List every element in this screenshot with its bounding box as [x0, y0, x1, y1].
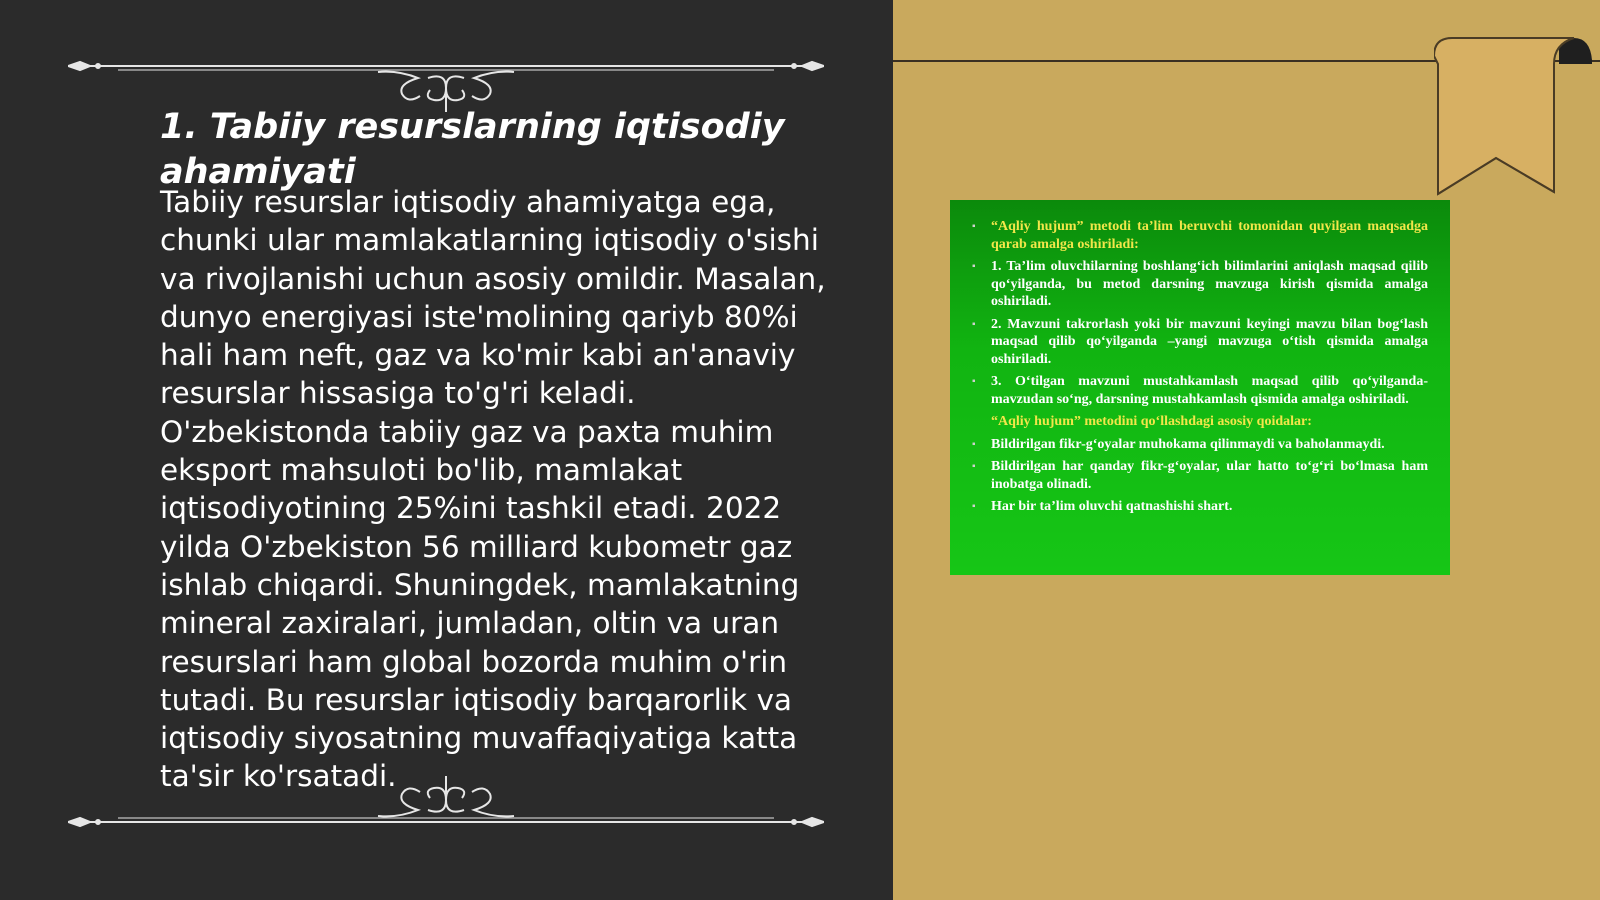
- method-list: [972, 218, 1428, 408]
- list-item: ▪ 2. Mavzuni takrorlash yoki bir mavzuni keyingi mavzu bilan bog‘lash maqsad qilib qo‘yilganda –yangi mavzuga o‘tish qismida amalga oshiriladi.: [972, 316, 1428, 367]
- bullet-icon: ▪: [972, 501, 976, 512]
- embedded-image-text-box: [950, 200, 1450, 575]
- list-item: ▪ Bildirilgan fikr-g‘oyalar muhokama qilinmaydi va baholanmaydi.: [972, 436, 1385, 452]
- bullet-icon: ▪: [972, 221, 976, 232]
- list-item: ▪ Har bir ta’lim oluvchi qatnashishi shart.: [972, 499, 1233, 514]
- bullet-icon: ▪: [972, 376, 976, 387]
- list-item: ▪ 3. O‘tilgan mavzuni mustahkamlash maqsad qilib qo‘yilganda-mavzudan so‘ng, darsning mustahkamlash qismida amalga oshiriladi.: [972, 374, 1428, 407]
- list-item: ▪ “Aqliy hujum” metodi ta’lim beruvchi tomonidan quyilgan maqsadga qarab amalga oshiriladi:: [972, 219, 1428, 252]
- bullet-icon: ▪: [972, 318, 976, 330]
- bookmark-ribbon-icon: [1434, 34, 1600, 204]
- rules-list: [972, 436, 1428, 516]
- list-item: ▪ Bildirilgan har qanday fikr-g‘oyalar, ular hatto to‘g‘ri bo‘lmasa ham inobatga olinadi.: [972, 459, 1428, 492]
- slide-body-text: Tabiiy resurslar iqtisodiy ahamiyatga ega, chunki ular mamlakatlarning iqtisodiy o'sishi va rivojlanishi uchun asosiy omildir. Masalan, dunyo energiyasi iste'molining qariyb 80%i hali ham neft, gaz va ko'mir kabi an'anaviy resurslar hissasiga to'g'ri keladi. O'zbekistonda tabiiy gaz va paxta muhim eksport mahsuloti bo'lib, mamlakat iqtisodiyotining 25%ini tashkil etadi. 2022 yilda O'zbekiston 56 milliard kubometr gaz ishlab chiqardi. Shuningdek, mamlakatning mineral zaxiralari, jumladan, oltin va uran resurslari ham global bozorda muhim o'rin tutadi. Bu resurslar iqtisodiy barqarorlik va iqtisodiy siyosatning muvaffaqiyatiga katta ta'sir ko'rsatadi.: [160, 185, 826, 794]
- bullet-icon: ▪: [972, 438, 976, 450]
- rules-heading: “Aqliy hujum” metodini qo‘llashdagi asosiy qoidalar:: [991, 414, 1312, 429]
- bullet-icon: ▪: [972, 261, 976, 272]
- slide-title: 1. Tabiiy resurslarning iqtisodiy ahamiyati: [160, 107, 785, 192]
- bullet-icon: ▪: [972, 461, 976, 472]
- list-item: ▪ 1. Ta’lim oluvchilarning boshlang‘ich bilimlarini aniqlash maqsad qilib qo‘yilganda, bu metod darsning mavzuga kirish qismida amalga oshiriladi.: [972, 259, 1428, 309]
